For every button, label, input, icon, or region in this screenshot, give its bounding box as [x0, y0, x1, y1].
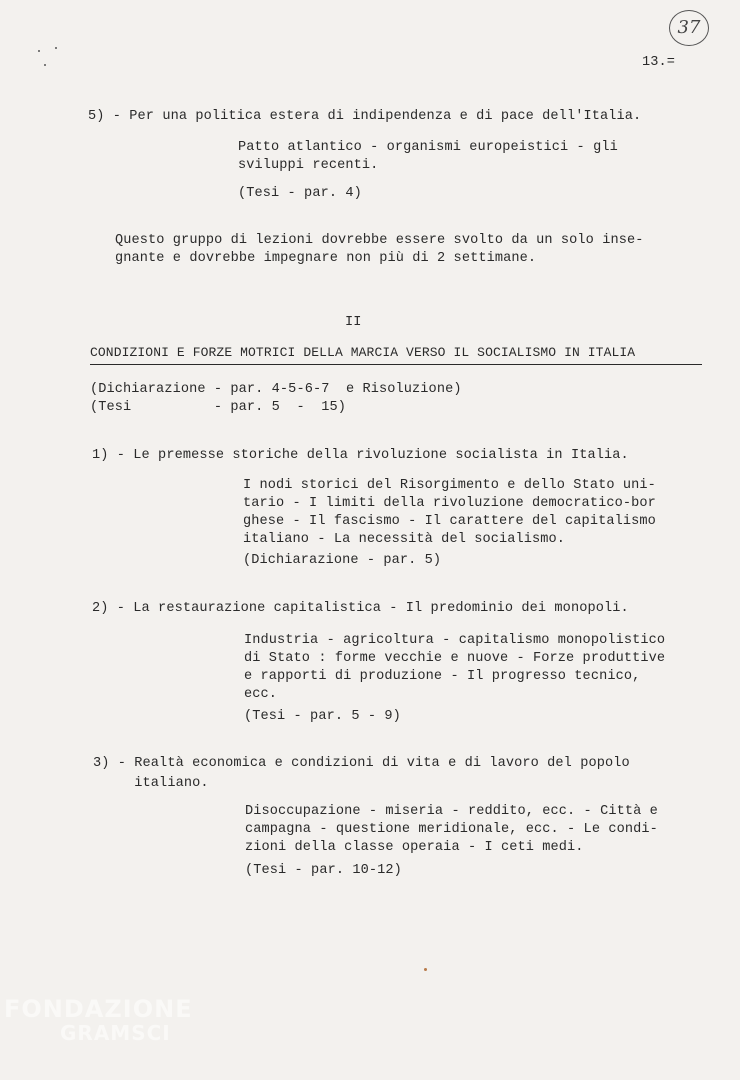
item-1-line: ghese - Il fascismo - Il carattere del capitalismo: [243, 514, 656, 529]
item-2-line: Industria - agricoltura - capitalismo monopolistico: [244, 633, 666, 648]
item-1-reference: (Dichiarazione - par. 5): [243, 553, 442, 568]
section-5-title: 5) - Per una politica estera di indipendenza e di pace dell'Italia.: [88, 109, 642, 124]
note-line: gnante e dovrebbe impegnare non più di 2 settimane.: [115, 251, 537, 266]
part-heading: CONDIZIONI E FORZE MOTRICI DELLA MARCIA VERSO IL SOCIALISMO IN ITALIA: [90, 345, 636, 360]
item-2-line: di Stato : forme vecchie e nuove - Forze produttive: [244, 651, 666, 666]
item-2-reference: (Tesi - par. 5 - 9): [244, 709, 401, 724]
section-5-line: Patto atlantico - organismi europeistici - gli: [238, 140, 618, 155]
item-1-line: tario - I limiti della rivoluzione democratico-bor: [243, 496, 656, 511]
item-2-line: ecc.: [244, 687, 278, 702]
item-1-line: italiano - La necessità del socialismo.: [243, 532, 566, 547]
item-3-reference: (Tesi - par. 10-12): [245, 863, 402, 878]
item-3-title: 3) - Realtà economica e condizioni di vita e di lavoro del popolo: [93, 756, 630, 771]
note-line: Questo gruppo di lezioni dovrebbe essere svolto da un solo inse-: [115, 233, 644, 248]
item-3-title: italiano.: [93, 776, 209, 791]
section-5-line: sviluppi recenti.: [238, 158, 379, 173]
margin-mark: [38, 50, 40, 52]
watermark: GRAMSCI: [60, 1021, 171, 1045]
margin-mark: [44, 64, 46, 66]
item-1-line: I nodi storici del Risorgimento e dello Stato uni-: [243, 478, 656, 493]
part-numeral: II: [345, 315, 362, 330]
item-2-line: e rapporti di produzione - Il progresso tecnico,: [244, 669, 641, 684]
section-5-reference: (Tesi - par. 4): [238, 186, 362, 201]
item-1-title: 1) - Le premesse storiche della rivoluzione socialista in Italia.: [92, 448, 629, 463]
watermark: FONDAZIONE: [4, 995, 193, 1023]
reference-line: (Tesi - par. 5 - 15): [90, 400, 346, 415]
reference-line: (Dichiarazione - par. 4-5-6-7 e Risoluzione): [90, 382, 462, 397]
margin-mark: [55, 47, 57, 49]
heading-rule: [90, 364, 702, 365]
archive-number-stamp: 37: [669, 10, 709, 46]
item-3-line: campagna - questione meridionale, ecc. - Le condi-: [245, 822, 658, 837]
item-3-line: zioni della classe operaia - I ceti medi.: [245, 840, 584, 855]
item-3-line: Disoccupazione - miseria - reddito, ecc. - Città e: [245, 804, 658, 819]
paper-speck: [424, 968, 427, 971]
item-2-title: 2) - La restaurazione capitalistica - Il predominio dei monopoli.: [92, 601, 629, 616]
page-number: 13.=: [642, 55, 676, 70]
